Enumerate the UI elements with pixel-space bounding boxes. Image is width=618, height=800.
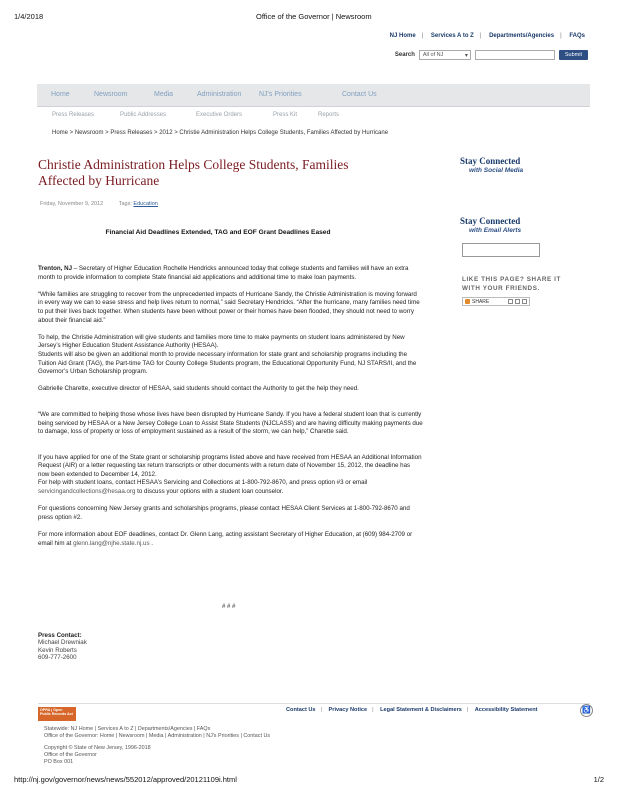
top-link-services[interactable]: Services A to Z (430, 33, 474, 39)
top-link-nj-home[interactable]: NJ Home (389, 33, 416, 39)
footer-link-legal[interactable]: Legal Statement & Disclaimers (380, 707, 462, 713)
footer-link-accessibility[interactable]: Accessibility Statement (474, 707, 538, 713)
nav-priorities[interactable]: NJ's Priorities (259, 91, 302, 98)
social-subheading: with Social Media (469, 167, 524, 174)
nav-media[interactable]: Media (154, 91, 174, 98)
paragraph: Gabrielle Charette, executive director of HESAA, said students should contact the Authority to get the help they need. (38, 385, 359, 393)
article-body (38, 265, 423, 557)
paragraph: Trenton, NJ – Secretary of Higher Education Rochelle Hendricks announced today that college students and families will have an extra month to provide information to complete State financial aid applications and additional time to make loan payments. (38, 265, 409, 281)
press-contact-label: Press Contact: (38, 632, 82, 639)
tag-link[interactable]: Education (133, 201, 158, 207)
paragraph: “We are committed to helping those whose lives have been disrupted by Hurricane Sandy. If you have a federal student loan that is currently being serviced by HESAA or a New Jersey College Loan to Assist State Students (NJCLASS) and are having difficulty making payments due to damage, loss of property or loss of employment sustained as a result of the storm, we can help,” Charette said. (38, 410, 423, 436)
opra-logo[interactable]: OPRA | Open Public Records Act (38, 707, 76, 721)
press-contact-name: Kevin Roberts (38, 646, 77, 654)
top-links: NJ Home | Services A to Z | Departments/Agencies | FAQs (387, 33, 588, 39)
search-label: Search (394, 52, 415, 58)
top-link-departments[interactable]: Departments/Agencies (489, 33, 555, 39)
paragraph: “While families are struggling to recover from the unprecedented impacts of Hurricane Sandy, the Christie Administration is moving forward in every way we can to ease stress and help lives return to normal,” said Secretary Hendricks. “After the hurricane, many families need time to put their lives back together. When students have been without power or their homes have been flooded, they should not need to worry about their financial aid.” (38, 290, 420, 324)
share-button[interactable]: SHARE (462, 297, 530, 306)
twitter-icon (515, 299, 520, 304)
footer-link-contact[interactable]: Contact Us (286, 707, 316, 713)
article-date: Friday, November 9, 2012 (40, 201, 104, 207)
subnav-press-releases[interactable]: Press Releases (52, 112, 95, 118)
print-url: http://nj.gov/governor/news/news/552012/approved/20121109i.html (14, 775, 237, 784)
email-subheading: with Email Alerts (469, 227, 522, 234)
footer-copyright: Copyright © State of New Jersey, 1996-2018 (44, 745, 151, 751)
email-alert-input[interactable] (462, 243, 540, 257)
nav-administration[interactable]: Administration (197, 91, 242, 98)
print-date: 1/4/2018 (14, 12, 44, 21)
subnav-public-addresses[interactable]: Public Addresses (120, 112, 167, 118)
press-contact-phone: 609-777-2600 (38, 654, 77, 662)
press-contact (38, 632, 87, 662)
footer-divider (38, 703, 590, 704)
search-submit-button[interactable]: Submit (559, 50, 588, 60)
search-scope-select[interactable]: All of NJ ▾ (419, 50, 471, 60)
paragraph: For more information about EOF deadlines, contact Dr. Glenn Lang, acting assistant Secretary of Higher Education, at (609) 984-2709 or email him at glenn.lang@njhe.state.nj.us . (38, 531, 413, 547)
footer-office-name: Office of the Governor (44, 752, 97, 758)
page-title: Christie Administration Helps College Students, Families Affected by Hurricane (38, 157, 349, 188)
paragraph: For questions concerning New Jersey grants and scholarships programs, please contact HESAA Client Services at 1-800-792-8670 and press option #2. (38, 505, 410, 521)
email-heading: Stay Connected (460, 216, 521, 226)
print-page-number: 1/2 (593, 775, 604, 784)
share-icon (465, 299, 470, 304)
press-contact-name: Michael Drewniak (38, 639, 87, 647)
end-mark: # # # (222, 604, 236, 610)
tags-label: Tags: (118, 201, 132, 207)
email-link-servicing[interactable]: servicingandcollections@hesaa.org (38, 488, 136, 496)
article-subhead: Financial Aid Deadlines Extended, TAG and EOF Grant Deadlines Eased (105, 229, 331, 236)
paragraph: To help, the Christie Administration will give students and families more time to make payments on student loans administered by New Jersey’s Higher Education Student Assistance Authority (HESAA). (38, 333, 405, 350)
search-input[interactable] (475, 50, 555, 60)
nav-contact[interactable]: Contact Us (342, 91, 377, 98)
footer-statewide-links[interactable]: Statewide: NJ Home | Services A to Z | Departments/Agencies | FAQs (44, 726, 211, 732)
nav-newsroom[interactable]: Newsroom (94, 91, 128, 98)
top-link-faqs[interactable]: FAQs (569, 33, 585, 39)
facebook-icon (508, 299, 513, 304)
footer-office-links[interactable]: Office of the Governor: Home | Newsroom | Media | Administration | NJ's Priorities | Contact Us (44, 733, 271, 739)
article-meta (40, 201, 158, 207)
accessibility-icon[interactable]: ♿ (580, 704, 593, 717)
share-prompt: LIKE THIS PAGE? SHARE IT WITH YOUR FRIENDS. (462, 276, 561, 292)
footer-pobox: PO Box 001 (44, 759, 74, 765)
paragraph: Students will also be given an additional month to provide necessary information for state grant and scholarship programs including the Tuition Aid Grant (TAG), the Part-time TAG for County College Students program, the Educational Opportunity Fund, NJ STARS/II, and the Governor’s Urban Scholarship program. (38, 350, 417, 376)
paragraph: For help with student loans, contact HESAA’s Servicing and Collections at 1-800-792-8670, and press option #3 or email servicingandcollections@hesaa.org to discuss your options with a student loan counselor. (38, 479, 368, 496)
search-bar (395, 50, 588, 60)
dateline: Trenton, NJ (38, 265, 73, 272)
sub-nav (37, 108, 590, 125)
footer-links: Contact Us | Privacy Notice | Legal Statement & Disclaimers | Accessibility Statement (286, 707, 538, 713)
paragraph: If you have applied for one of the State grant or scholarship programs listed above and have received from HESAA an Additional Information Request (AIR) or a letter requesting tax return transcripts or other documents with a return date of November 15, 2012, the deadline has now been extended to December 14, 2012. (38, 453, 422, 478)
main-nav (37, 84, 590, 107)
subnav-reports[interactable]: Reports (318, 112, 340, 118)
social-heading: Stay Connected (460, 156, 521, 166)
email-link-lang[interactable]: glenn.lang@njhe.state.nj.us (73, 539, 150, 547)
print-title: Office of the Governor | Newsroom (256, 12, 372, 21)
nav-home[interactable]: Home (51, 91, 70, 98)
footer-link-privacy[interactable]: Privacy Notice (328, 707, 368, 713)
breadcrumb[interactable]: Home > Newsroom > Press Releases > 2012 > Christie Administration Helps College Students, Families Affected by Hurricane (52, 130, 389, 136)
email-icon (522, 299, 527, 304)
subnav-executive-orders[interactable]: Executive Orders (196, 112, 243, 118)
subnav-press-kit[interactable]: Press Kit (273, 112, 298, 118)
